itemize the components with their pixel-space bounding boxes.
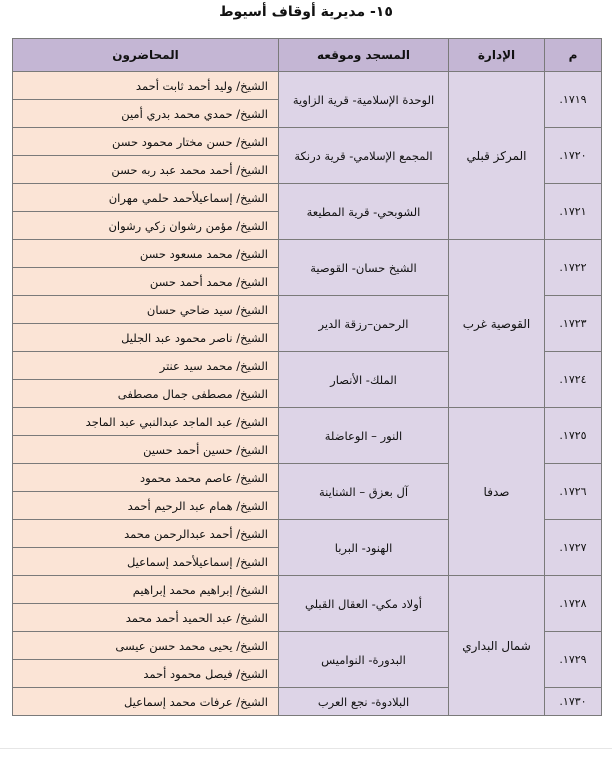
lecturer-cell: الشيخ/ عبد الماجد عبدالنبي عبد الماجد: [13, 408, 279, 436]
page-title: ١٥- مديرية أوقاف أسيوط: [219, 4, 393, 20]
row-number: ١٧٣٠.: [545, 688, 602, 716]
lecturer-cell: الشيخ/ عرفات محمد إسماعيل: [13, 688, 279, 716]
row-number: ١٧٢٥.: [545, 408, 602, 464]
table-row: [13, 408, 602, 436]
mosque-cell: الوحدة الإسلامية- قرية الزاوية: [279, 72, 449, 128]
row-number: ١٧٢٦.: [545, 464, 602, 520]
lecturer-cell: الشيخ/ محمد مسعود حسن: [13, 240, 279, 268]
mosque-cell: الشيخ حسان- القوصية: [279, 240, 449, 296]
lecturer-cell: الشيخ/ وليد أحمد ثابت أحمد: [13, 72, 279, 100]
row-number: ١٧٢٢.: [545, 240, 602, 296]
row-number: ١٧٢٩.: [545, 632, 602, 688]
row-number: ١٧٢٣.: [545, 296, 602, 352]
table-row: [13, 240, 602, 268]
lecturer-cell: الشيخ/ ناصر محمود عبد الجليل: [13, 324, 279, 352]
header-mosque: المسجد وموقعه: [279, 39, 449, 72]
table-row: [13, 72, 602, 100]
lecturer-cell: الشيخ/ مؤمن رشوان زكي رشوان: [13, 212, 279, 240]
header-num: م: [545, 39, 602, 72]
lecturer-cell: الشيخ/ حمدي محمد بدري أمين: [13, 100, 279, 128]
mosque-cell: البدورة- النواميس: [279, 632, 449, 688]
lecturer-cell: الشيخ/ يحيى محمد حسن عيسى: [13, 632, 279, 660]
mosque-cell: الهنود- البربا: [279, 520, 449, 576]
page-divider: [0, 748, 612, 749]
lecturers-table: [12, 38, 602, 716]
mosque-cell: البلادوة- نجع العرب: [279, 688, 449, 716]
admin-cell: صدفا: [449, 408, 545, 576]
header-lecturers: المحاضرون: [13, 39, 279, 72]
admin-cell: المركز قبلي: [449, 72, 545, 240]
table-header-row: [13, 39, 602, 72]
lecturer-cell: الشيخ/ أحمد عبدالرحمن محمد: [13, 520, 279, 548]
mosque-cell: النور – الوعاضلة: [279, 408, 449, 464]
row-number: ١٧٢١.: [545, 184, 602, 240]
lecturer-cell: الشيخ/ فيصل محمود أحمد: [13, 660, 279, 688]
mosque-cell: أولاد مكي- العقال القبلي: [279, 576, 449, 632]
row-number: ١٧٢٨.: [545, 576, 602, 632]
table-row: [13, 576, 602, 604]
lecturer-cell: الشيخ/ أحمد محمد عبد ربه حسن: [13, 156, 279, 184]
lecturer-cell: الشيخ/ عاصم محمد محمود: [13, 464, 279, 492]
mosque-cell: الرحمن–رزقة الدير: [279, 296, 449, 352]
lecturer-cell: الشيخ/ حسن مختار محمود حسن: [13, 128, 279, 156]
lecturer-cell: الشيخ/ محمد سيد عنتر: [13, 352, 279, 380]
lecturer-cell: الشيخ/ حسين أحمد حسين: [13, 436, 279, 464]
row-number: ١٧٢٠.: [545, 128, 602, 184]
mosque-cell: المجمع الإسلامي- قرية درنكة: [279, 128, 449, 184]
lecturer-cell: الشيخ/ سيد ضاحي حسان: [13, 296, 279, 324]
mosque-cell: الشوبحي- قرية المطيعة: [279, 184, 449, 240]
lecturer-cell: الشيخ/ إسماعيلأحمد حلمي مهران: [13, 184, 279, 212]
lecturer-cell: الشيخ/ إسماعيلأحمد إسماعيل: [13, 548, 279, 576]
mosque-cell: آل بعزق – الشناينة: [279, 464, 449, 520]
row-number: ١٧١٩.: [545, 72, 602, 128]
mosque-cell: الملك- الأنصار: [279, 352, 449, 408]
header-admin: الإدارة: [449, 39, 545, 72]
lecturer-cell: الشيخ/ همام عبد الرحيم أحمد: [13, 492, 279, 520]
admin-cell: شمال البداري: [449, 576, 545, 716]
lecturer-cell: الشيخ/ إبراهيم محمد إبراهيم: [13, 576, 279, 604]
row-number: ١٧٢٤.: [545, 352, 602, 408]
lecturer-cell: الشيخ/ محمد أحمد حسن: [13, 268, 279, 296]
lecturer-cell: الشيخ/ مصطفى جمال مصطفى: [13, 380, 279, 408]
admin-cell: القوصية غرب: [449, 240, 545, 408]
lecturer-cell: الشيخ/ عبد الحميد أحمد محمد: [13, 604, 279, 632]
row-number: ١٧٢٧.: [545, 520, 602, 576]
